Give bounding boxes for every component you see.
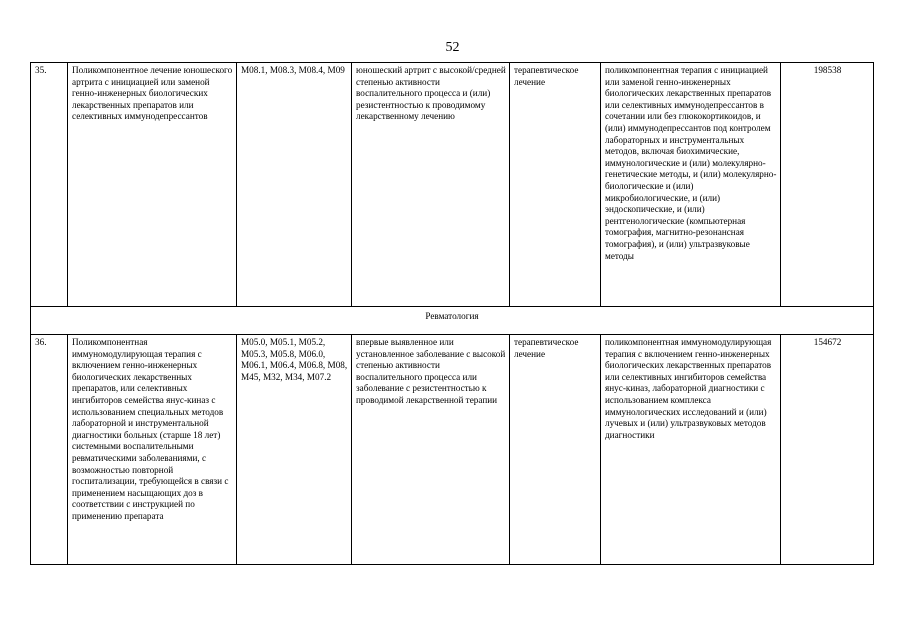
table-row xyxy=(31,63,874,307)
treatment-method: поликомпонентная терапия с инициацией или заменой генно-инженерных биологических лекарственных препаратов или селективных иммунодепрессантов в сочетании или без глюкокортикоидов, и (или) иммунодепрессантов под контролем лабораторных и инструментальных методов, включая биохимические, иммунологические и (или) молекулярно-генетические методы, и (или) молекулярно-биологические и (или) микробиологические, и (или) эндоскопические, и (или) рентгенологические (компьютерная томография, магнитно-резонансная томография), и (или) ультразвуковые методы xyxy=(601,63,781,307)
price-value: 154672 xyxy=(781,335,874,565)
icd-codes: M08.1, M08.3, M08.4, M09 xyxy=(237,63,352,307)
icd-codes: M05.0, M05.1, M05.2, M05.3, M05.8, M06.0, M06.1, M06.4, M06.8, M08, M45, M32, M34, M07.2 xyxy=(237,335,352,565)
treatment-type: терапевтическое лечение xyxy=(510,335,601,565)
treatment-table xyxy=(30,62,874,565)
row-number: 36. xyxy=(31,335,68,565)
patient-model: впервые выявленное или установленное заболевание с высокой степенью активности воспалительного процесса или заболевание с резистентностью к проводимой лекарственной терапии xyxy=(352,335,510,565)
table-row xyxy=(31,335,874,565)
treatment-type: терапевтическое лечение xyxy=(510,63,601,307)
section-title: Ревматология xyxy=(31,307,874,335)
treatment-method: поликомпонентная иммуномодулирующая терапия с включением генно-инженерных биологических лекарственных препаратов или селективных ингибиторов семейства янус-киназ, лабораторной диагностики с использованием комплекса иммунологических исследований и (или) лучевых и (или) ультразвуковых методов диагностики xyxy=(601,335,781,565)
section-header-row xyxy=(31,307,874,335)
patient-model: юношеский артрит с высокой/средней степенью активности воспалительного процесса и (или) резистентностью к проводимому лекарственному лечению xyxy=(352,63,510,307)
page-number: 52 xyxy=(445,40,460,55)
row-number: 35. xyxy=(31,63,68,307)
price-value: 198538 xyxy=(781,63,874,307)
treatment-name: Поликомпонентное лечение юношеского артрита с инициацией или заменой генно-инженерных биологических лекарственных препаратов или селективных иммунодепрессантов xyxy=(68,63,237,307)
treatment-name: Поликомпонентная иммуномодулирующая терапия с включением генно-инженерных биологических лекарственных препаратов, или селективных ингибиторов семейства янус-киназ с использованием специальных методов лабораторной и инструментальной диагностики больных (старше 18 лет) системными воспалительными ревматическими заболеваниями, с возможностью повторной госпитализации, требующейся в связи с применением насыщающих доз в соответствии с инструкцией по применению препарата xyxy=(68,335,237,565)
